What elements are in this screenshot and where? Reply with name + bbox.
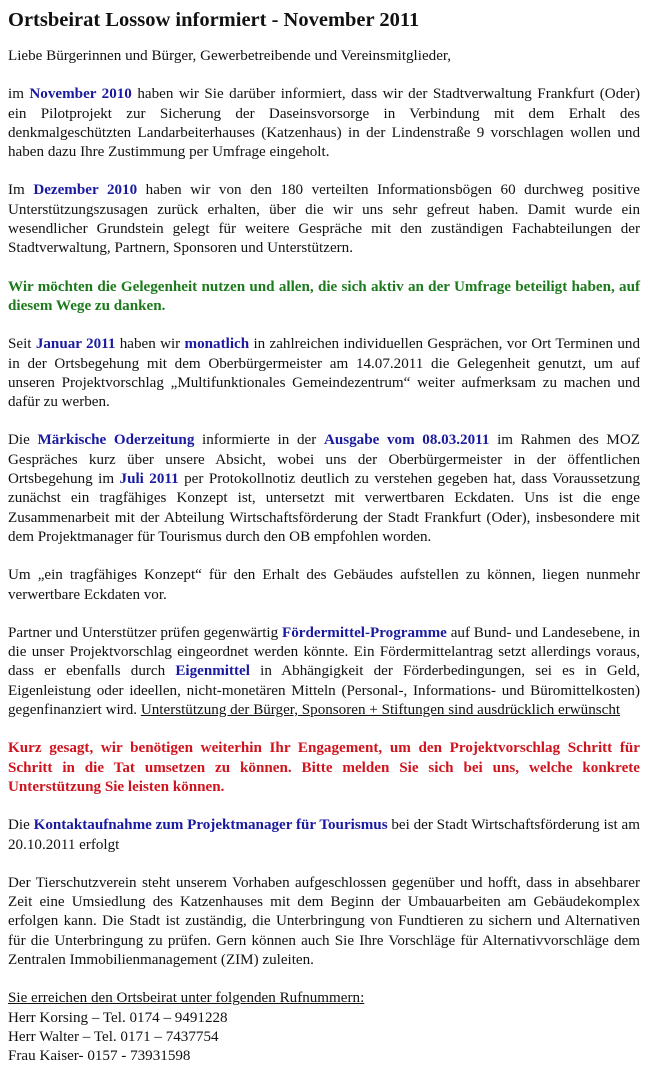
text: in Abhängigkeit der Förderbedingungen, sei es in Geld, Eigenleistung oder ideellen, nicht-monetären Mitteln (Personal-, Informations- und Büromittelkosten) gegenfinanziert wird. bbox=[8, 663, 640, 719]
paragraph-foerdermittel bbox=[8, 624, 640, 720]
text: Die bbox=[8, 817, 34, 834]
appeal-paragraph: Kurz gesagt, wir benötigen weiterhin Ihr Engagement, um den Projektvorschlag Schritt für Schritt in die Tat umsetzen zu können. Bitte melden Sie sich bei uns, welche konkrete Unterstützung Sie leisten können. bbox=[8, 740, 640, 795]
underlined-support-note: Unterstützung der Bürger, Sponsoren + Stiftungen sind ausdrücklich erwünscht bbox=[140, 702, 621, 719]
paragraph-november-2010 bbox=[8, 85, 640, 162]
text: im Rahmen des MOZ Gespräches kurz über unsere Absicht, wobei uns der Oberbürgermeister in der öffentlichen Ortsbegehung im bbox=[8, 432, 640, 488]
highlight-issue: Ausgabe vom 08.03.2011 bbox=[323, 432, 490, 449]
text: Seit bbox=[8, 336, 36, 353]
page-title: Ortsbeirat Lossow informiert - November 2011 bbox=[8, 9, 420, 31]
paragraph-januar-2011 bbox=[8, 335, 640, 412]
text: haben wir Sie darüber informiert, dass wir der Stadtverwaltung Frankfurt (Oder) ein Pilotprojekt zur Sicherung der Daseinsvorsorge in Verbindung mit dem Erhalt des denkmalgeschützten Landarbeiterhauses (Katzenhaus) in der Lindenstraße 9 vorschlagen wollen und haben dazu Ihre Zustimmung per Umfrage eingeholt. bbox=[8, 86, 641, 161]
text: auf Bund- und Landesebene, in die unser Projektvorschlag eingeordnet werden könnte. Ein Fördermittelantrag setzt allerdings voraus, dass er ebenfalls durch bbox=[8, 624, 640, 680]
text: Partner und Unterstützer prüfen gegenwärtig bbox=[8, 624, 283, 641]
paragraph-kontaktaufnahme bbox=[8, 816, 640, 855]
greeting: Liebe Bürgerinnen und Bürger, Gewerbetreibende und Vereinsmitglieder, bbox=[8, 48, 452, 64]
contacts-heading: Sie erreichen den Ortsbeirat unter folgenden Rufnummern: bbox=[8, 990, 365, 1007]
text: in zahlreichen individuellen Gesprächen, vor Ort Terminen und in der Ortsbegehung mit dem Oberbürgermeister am 14.07.2011 die Gelegenheit genutzt, um auf unseren Projektvorschlag „Multifunktionales Gemeindezentrum“ weiter aufmerksam zu machen und dafür zu werben. bbox=[8, 336, 640, 411]
highlight-date: Dezember 2010 bbox=[33, 182, 138, 199]
thanks-paragraph: Wir möchten die Gelegenheit nutzen und allen, die sich aktiv an der Umfrage beteiligt haben, auf diesem Wege zu danken. bbox=[8, 278, 640, 314]
text: haben wir bbox=[115, 336, 185, 353]
text: Im bbox=[8, 182, 34, 199]
contact-entry: Frau Kaiser- 0157 - 73931598 bbox=[8, 1048, 191, 1065]
text: haben wir von den 180 verteilten Informationsbögen 60 durchweg positive Unterstützungszusagen zurück erhalten, über die wir uns sehr gefreut haben. Damit wurde ein wesendlicher Grundstein gelegt für weitere Gespräche mit den zuständigen Fachabteilungen der Stadtverwaltung, Partnern, Sponsoren und Unterstützern. bbox=[8, 182, 640, 257]
highlight-contact: Kontaktaufnahme zum Projektmanager für Tourismus bbox=[33, 817, 388, 834]
contact-entry: Herr Korsing – Tel. 0174 – 9491228 bbox=[8, 1009, 228, 1026]
highlight-date: November 2010 bbox=[29, 86, 132, 103]
highlight-eigenmittel: Eigenmittel bbox=[175, 663, 250, 680]
text: Die bbox=[8, 432, 38, 449]
contact-entry: Herr Walter – Tel. 0171 – 7437754 bbox=[8, 1028, 219, 1045]
paragraph-tierschutzverein: Der Tierschutzverein steht unserem Vorhaben aufgeschlossen gegenüber und hofft, dass in absehbarer Zeit eine Umsiedlung des Katzenhauses mit dem Beginn der Umbauarbeiten am Gebäudekomplex erfolgen kann. Die Stadt ist zuständig, die Unterbringung von Fundtieren zu sichern und Alternativen für die Unterbringung zu prüfen. Gern können auch Sie Ihre Vorschläge für Alternativvorschläge dem Zentralen Immobilienmanagement (ZIM) zuleiten. bbox=[8, 874, 640, 968]
highlight-date: Juli 2011 bbox=[119, 471, 179, 488]
highlight-date: Januar 2011 bbox=[35, 336, 116, 353]
text: bei der Stadt Wirtschaftsförderung ist am 20.10.2011 erfolgt bbox=[8, 817, 640, 853]
text: im bbox=[8, 86, 30, 103]
paragraph-dezember-2010 bbox=[8, 181, 640, 258]
paragraph-konzept: Um „ein tragfähiges Konzept“ für den Erhalt des Gebäudes aufstellen zu können, liegen nunmehr verwertbare Eckdaten vor. bbox=[8, 567, 640, 603]
highlight-word: monatlich bbox=[184, 336, 250, 353]
highlight-newspaper: Märkische Oderzeitung bbox=[37, 432, 195, 449]
text: informierte in der bbox=[194, 432, 324, 449]
contacts-section bbox=[8, 989, 640, 1066]
text: per Protokollnotiz deutlich zu verstehen gegeben hat, dass Voraussetzung zunächst ein tragfähiges Konzept ist, untersetzt mit verwertbaren Eckdaten. Uns ist die enge Zusammenarbeit mit der Abteilung Wirtschaftsförderung der Stadt Frankfurt (Oder), insbesondere mit dem Projektmanager für Tourismus durch den OB empfohlen worden. bbox=[8, 471, 641, 545]
highlight-programme: Fördermittel-Programme bbox=[282, 624, 447, 641]
paragraph-moz bbox=[8, 431, 640, 547]
